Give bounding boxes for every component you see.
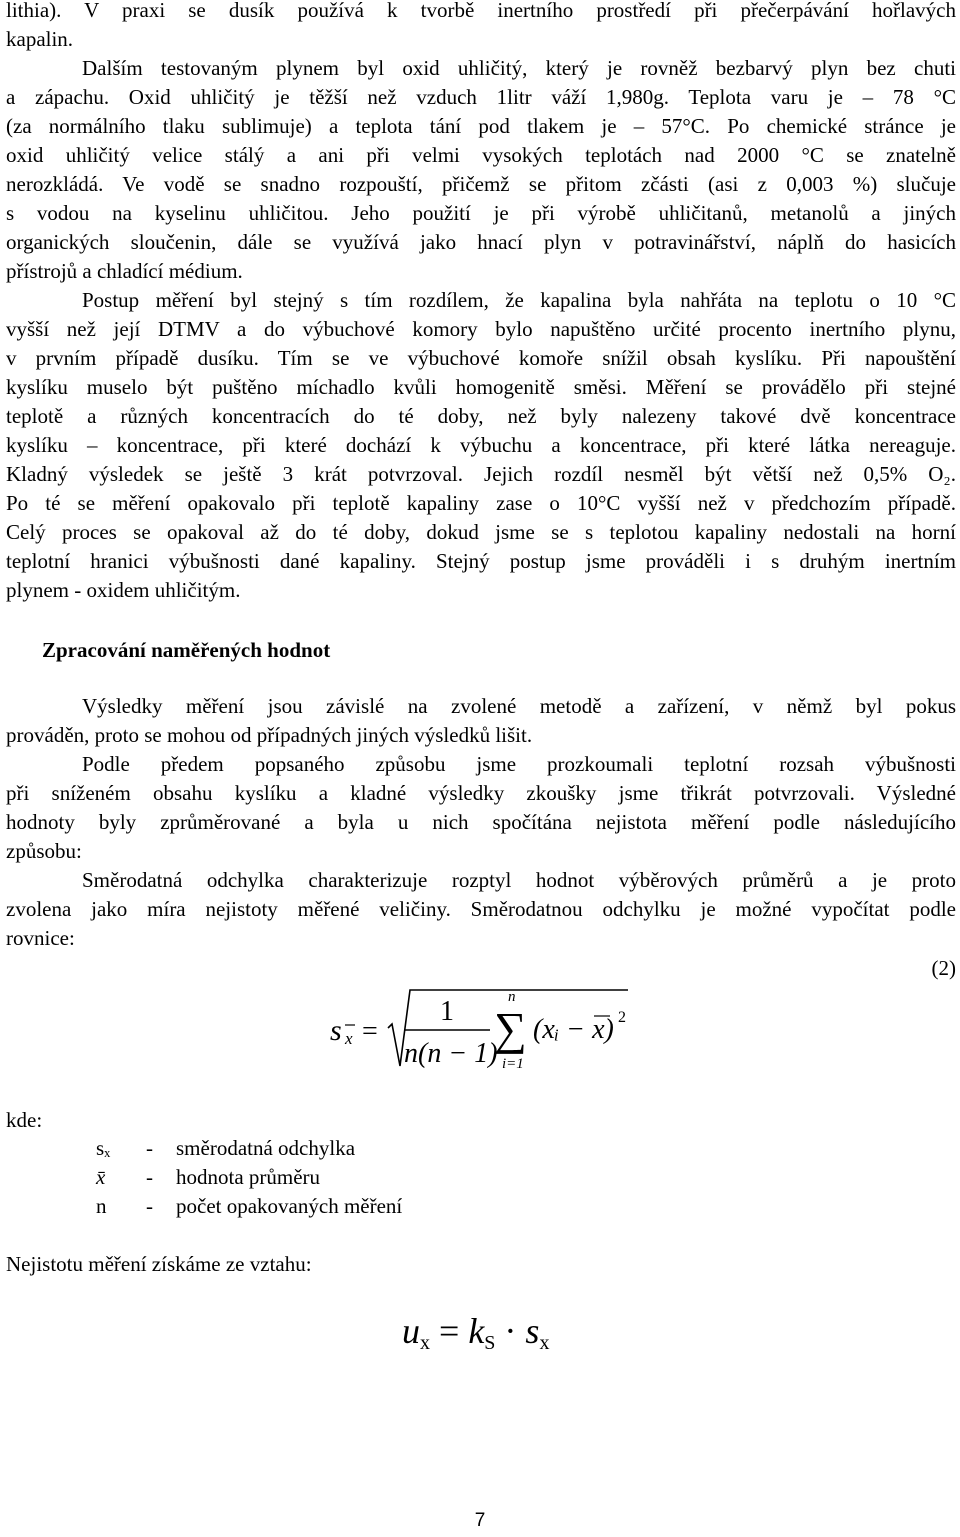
sum-term: (xᵢ − x) [533,1014,614,1045]
text-line: hodnoty byly zprůměrované a byla u nich spočítána nejistota měření podle následujícího [6,810,956,834]
text-line: nerozkládá. Ve vodě se snadno rozpouští, přičemž se přitom zčásti (asi z 0,003 %) slučuje [6,172,956,196]
text-line: způsobu: [6,839,82,863]
text-line: Kladný výsledek se ještě 3 krát potvrzoval. Jejich rozdíl nesměl být větší než 0,5% O₂. [6,462,956,486]
text-line: při sníženém obsahu kyslíku a kladné výsledky zkoušky jsme třikrát potvrzovali. Výsledné [6,781,956,805]
sum-lower: i=1 [502,1056,524,1072]
text-line: kyslíku muselo být puštěno míchadlo kvůli homogenitě směsi. Měření se provádělo při stejné [6,375,956,399]
text-line: teplotě a různých koncentracích do té doby, než byly nalezeny takové dvě koncentrace [6,404,956,428]
text-line: Výsledky měření jsou závislé na zvolené metodě a zařízení, v němž byl pokus [82,694,956,718]
formula2-u: u [402,1311,420,1351]
text-line: kyslíku – koncentrace, při které dochází k výbuchu a koncentrace, při které látka nereaguje. [6,433,956,457]
page-number: 7 [474,1510,486,1531]
text-line: lithia). V praxi se dusík používá k tvorbě inertního prostředí při přečerpávání hořlavých [6,0,956,22]
text-line: Směrodatná odchylka charakterizuje rozptyl hodnot výběrových průměrů a je proto [82,868,956,892]
text-line: přístrojů a chladící médium. [6,259,243,283]
formula2-dot: · [495,1311,526,1351]
formula2-k: k [468,1311,485,1351]
text-line: kapalin. [6,27,74,51]
legend-dash: - [146,1165,153,1189]
legend-text: směrodatná odchylka [176,1136,356,1160]
text-line: vyšší než její DTMV a do výbuchové komory bylo napuštěno určité procento inertního plynu, [6,317,956,341]
std-deviation-formula [328,978,638,1078]
uncertainty-formula [402,1310,549,1352]
formula2-k-sub: S [484,1332,496,1354]
text-line: (za normálního tlaku sublimuje) a teplota tání pod tlakem je – 57°C. Po chemické stránce je [6,114,956,138]
legend-text: počet opakovaných měření [176,1194,403,1218]
text-line: Podle předem popsaného způsobu jsme prozkoumali teplotní rozsah výbušnosti [82,752,956,776]
fraction-denominator: n(n − 1) [404,1038,498,1069]
text-line: v prvním případě dusíku. Tím se ve výbuchové komoře snížil obsah kyslíku. Při napouštění [6,346,956,370]
sum-upper: n [508,989,516,1005]
legend-dash: - [146,1194,153,1218]
formula2-s-sub: x [539,1332,550,1354]
where-label: kde: [6,1108,43,1132]
text-line: Postup měření byl stejný s tím rozdílem, že kapalina byla nahřáta na teplotu o 10 °C [82,288,956,312]
section-heading: Zpracování naměřených hodnot [42,638,331,662]
legend-symbol: n [96,1194,107,1218]
sum-sign: ∑ [494,1003,527,1054]
legend-text: hodnota průměru [176,1165,321,1189]
text-line: Dalším testovaným plynem byl oxid uhličitý, který je rovněž bezbarvý plyn bez chuti [82,56,956,80]
uncertainty-intro: Nejistotu měření získáme ze vztahu: [6,1252,312,1276]
text-line: rovnice: [6,926,75,950]
legend-symbol: x̄ [96,1165,106,1189]
text-line: plynem - oxidem uhličitým. [6,578,241,602]
formula-eq: = [362,1016,378,1047]
text-line: Po té se měření opakovalo při teplotě kapaliny zase o 10°C vyšší než v předchozím případě. [6,491,956,515]
legend-symbol: sₓ [96,1136,111,1160]
text-line: oxid uhličitý velice stálý a ani při velmi vysokých teplotách nad 2000 °C se znatelně [6,143,956,167]
text-line: a zápachu. Oxid uhličitý je těžší než vzduch 1litr váží 1,980g. Teplota varu je – 78 °C [6,85,956,109]
formula2-s: s [525,1311,540,1351]
text-line: organických sloučenin, dále se využívá jako hnací plyn v potravinářství, náplň do hasicích [6,230,956,254]
text-line: Celý proces se opakoval až do té doby, dokud jsme se s teplotou kapaliny nedostali na horní [6,520,956,544]
formula-lhs-sub: x [345,1029,353,1048]
formula-lhs: s [330,1014,342,1047]
text-line: zvolena jako míra nejistoty měřené veličiny. Směrodatnou odchylku je možné vypočítat podle [6,897,956,921]
text-line: prováděn, proto se mohou od případných jiných výsledků lišit. [6,723,533,747]
text-line: s vodou na kyselinu uhličitou. Jeho použití je při výrobě uhličitanů, metanolů a jiných [6,201,956,225]
legend-dash: - [146,1136,153,1160]
equation-number: (2) [931,956,956,980]
fraction-numerator: 1 [440,996,454,1027]
term-power: 2 [618,1009,626,1026]
formula2-u-sub: x [420,1332,430,1354]
formula2-eq: = [430,1311,469,1351]
text-line: teplotní hranici výbušnosti dané kapaliny. Stejný postup jsme prováděli i s druhým inertním [6,549,956,573]
